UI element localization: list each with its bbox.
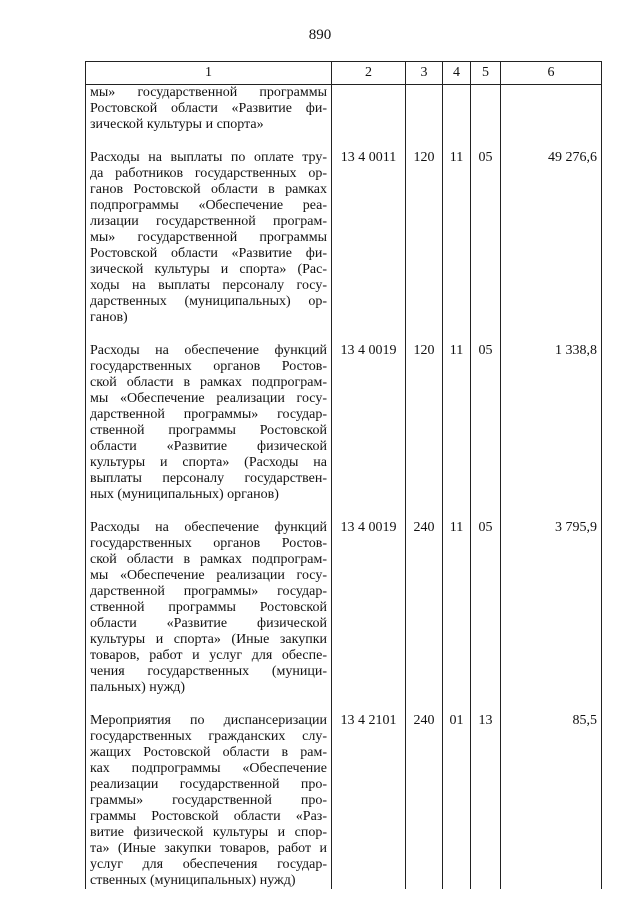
cell-target-article	[332, 85, 406, 151]
cell-name-line: граммы» государственной про-	[90, 793, 327, 808]
cell-name-line: жащих Ростовской области в рам-	[90, 745, 327, 760]
cell-subsection: 05	[471, 150, 501, 343]
cell-name-line: ственной программы Ростовской	[90, 423, 327, 438]
cell-name-line: выплаты персоналу государствен-	[90, 471, 327, 486]
table-row	[86, 520, 602, 713]
cell-name-line: ганов)	[90, 310, 128, 325]
cell-name-line: та» (Иные закупки товаров, работ и	[90, 841, 327, 856]
column-header-subsection: 5	[471, 62, 501, 85]
table-body	[86, 85, 602, 890]
cell-name-line: дарственной программы» государ-	[90, 584, 327, 599]
cell-subsection: 05	[471, 343, 501, 520]
cell-amount: 3 795,9	[501, 520, 602, 713]
cell-name-line: области «Развитие физической	[90, 616, 327, 631]
cell-amount: 49 276,6	[501, 150, 602, 343]
cell-name-line: подпрограммы «Обеспечение реа-	[90, 198, 327, 213]
cell-section: 11	[443, 343, 471, 520]
cell-name-line: граммы Ростовской области «Раз-	[90, 809, 327, 824]
cell-subsection: 05	[471, 520, 501, 713]
cell-section: 11	[443, 150, 471, 343]
cell-expense-type: 240	[406, 713, 443, 889]
cell-name	[86, 150, 332, 343]
table-row-continued	[86, 85, 602, 151]
table-header-row	[86, 62, 602, 85]
cell-name-line: чения государственных (муници-	[90, 664, 327, 679]
cell-name-line: ственных (муниципальных) нужд)	[90, 873, 296, 888]
cell-name	[86, 85, 332, 151]
cell-name-line: зической культуры и спорта»	[90, 117, 264, 132]
column-header-name: 1	[86, 62, 332, 85]
cell-name-line: мы» государственной программы	[90, 85, 327, 100]
cell-name-line: Расходы на обеспечение функций	[90, 343, 327, 358]
cell-name-line: Расходы на выплаты по оплате тру-	[90, 150, 327, 165]
cell-name-line: Ростовской области «Развитие фи-	[90, 101, 327, 116]
cell-name-line: государственных органов Ростов-	[90, 536, 327, 551]
cell-name-line: культуры и спорта» (Расходы на	[90, 455, 327, 470]
cell-expense-type	[406, 85, 443, 151]
cell-amount	[501, 85, 602, 151]
cell-target-article: 13 4 0019	[332, 520, 406, 713]
column-header-section: 4	[443, 62, 471, 85]
cell-name-line: товаров, работ и услуг для обеспе-	[90, 648, 327, 663]
cell-target-article: 13 4 2101	[332, 713, 406, 889]
cell-name-line: государственных органов Ростов-	[90, 359, 327, 374]
cell-name-line: дарственной программы» государ-	[90, 407, 327, 422]
cell-name	[86, 713, 332, 889]
cell-name-line: реализации государственной про-	[90, 777, 327, 792]
cell-name-line: культуры и спорта» (Иные закупки	[90, 632, 327, 647]
page-number: 890	[308, 27, 332, 43]
cell-name-line: зической культуры и спорта» (Рас-	[90, 262, 327, 277]
cell-section: 11	[443, 520, 471, 713]
cell-name-line: Расходы на обеспечение функций	[90, 520, 327, 535]
cell-target-article: 13 4 0019	[332, 343, 406, 520]
cell-name-line: государственных гражданских слу-	[90, 729, 327, 744]
cell-name-line: ской области в рамках подпрограм-	[90, 375, 327, 390]
cell-name-line: мы «Обеспечение реализации госу-	[90, 391, 327, 406]
column-header-target-article: 2	[332, 62, 406, 85]
column-header-expense-type: 3	[406, 62, 443, 85]
cell-subsection	[471, 85, 501, 151]
table-row	[86, 150, 602, 343]
cell-name-line: ственной программы Ростовской	[90, 600, 327, 615]
cell-subsection: 13	[471, 713, 501, 889]
cell-name-line: ках подпрограммы «Обеспечение	[90, 761, 327, 776]
cell-name-line: пальных) нужд)	[90, 680, 186, 695]
cell-section	[443, 85, 471, 151]
column-header-amount: 6	[501, 62, 602, 85]
cell-name-line: ганов Ростовской области в рамках	[90, 182, 327, 197]
cell-name-line: области «Развитие физической	[90, 439, 327, 454]
cell-name-line: мы» государственной программы	[90, 230, 327, 245]
cell-name-line: да работников государственных ор-	[90, 166, 327, 181]
table-row	[86, 343, 602, 520]
cell-name-line: Ростовской области «Развитие фи-	[90, 246, 327, 261]
cell-name-line: витие физической культуры и спор-	[90, 825, 327, 840]
cell-name-line: дарственных (муниципальных) ор-	[90, 294, 327, 309]
cell-amount: 1 338,8	[501, 343, 602, 520]
budget-table	[85, 61, 602, 889]
cell-name-line: ходы на выплаты персоналу госу-	[90, 278, 327, 293]
cell-expense-type: 120	[406, 150, 443, 343]
cell-section: 01	[443, 713, 471, 889]
cell-expense-type: 120	[406, 343, 443, 520]
cell-name-line: Мероприятия по диспансеризации	[90, 713, 327, 728]
cell-name	[86, 520, 332, 713]
cell-name-line: ской области в рамках подпрограм-	[90, 552, 327, 567]
cell-name-line: мы «Обеспечение реализации госу-	[90, 568, 327, 583]
cell-name-line: лизации государственной програм-	[90, 214, 327, 229]
cell-amount: 85,5	[501, 713, 602, 889]
cell-name-line: услуг для обеспечения государ-	[90, 857, 327, 872]
table-row	[86, 713, 602, 889]
cell-name-line: ных (муниципальных) органов)	[90, 487, 279, 502]
cell-target-article: 13 4 0011	[332, 150, 406, 343]
cell-name	[86, 343, 332, 520]
cell-expense-type: 240	[406, 520, 443, 713]
